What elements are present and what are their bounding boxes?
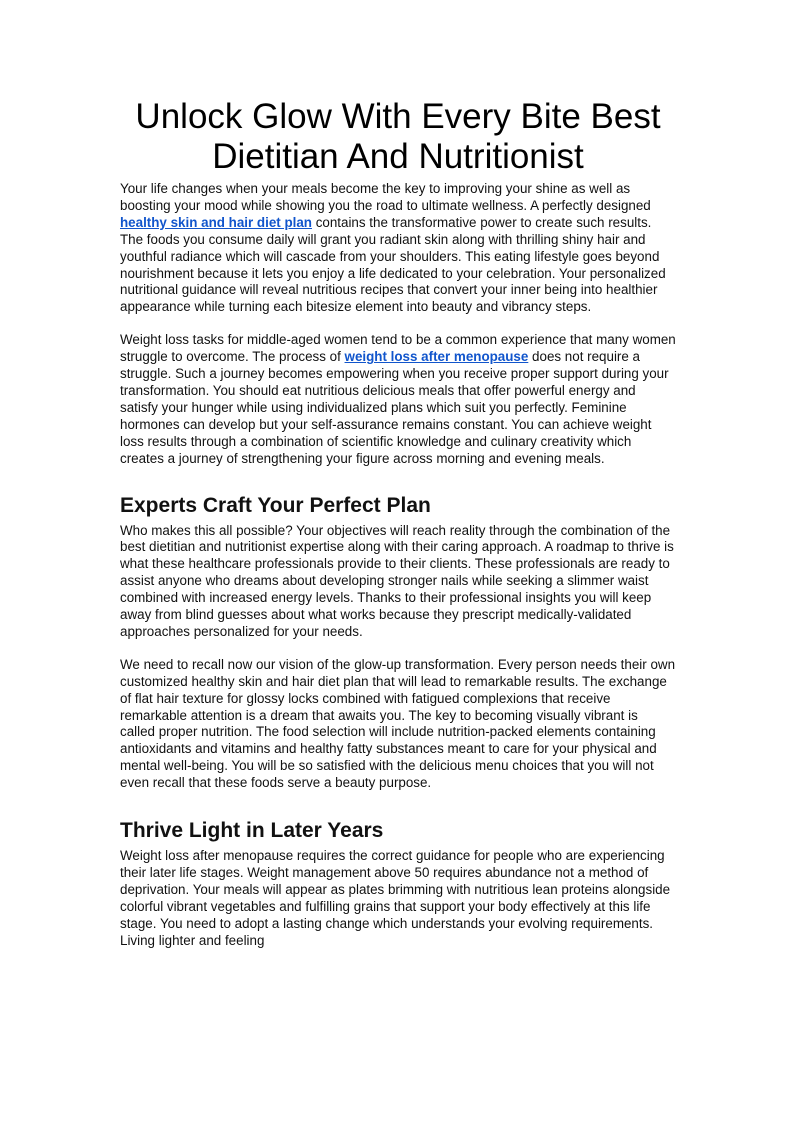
- skin-hair-diet-plan-link[interactable]: healthy skin and hair diet plan: [120, 214, 312, 230]
- experts-paragraph: Who makes this all possible? Your objectives will reach reality through the combination of the best dietitian and nutritionist expertise along with their caring approach. A roadmap to thrive is what these healthcare professionals provide to their clients. These professionals are ready to assist anyone who dreams about developing stronger nails while seeking a slimmer waist combined with increased energy levels. Thanks to their professional insights you will keep away from blind guesses about what works because they prescript medically-validated approaches personalized for your needs.: [120, 522, 674, 639]
- glow-up-paragraph: We need to recall now our vision of the glow-up transformation. Every person needs their own customized healthy skin and hair diet plan that will lead to remarkable results. The exchange of flat hair texture for glossy locks combined with fatigued complexions that receive remarkable attention is a dream that awaits you. The key to becoming visually vibrant is called proper nutrition. The food selection will include nutrition-packed elements containing antioxidants and vitamins and healthy fatty substances meant to care for your physical and mental well-being. You will be so satisfied with the delicious menu choices that you will not even recall that these foods serve a beauty purpose.: [120, 656, 676, 791]
- document-page: [120, 0, 676, 950]
- experts-heading: Experts Craft Your Perfect Plan: [120, 493, 431, 517]
- title-line-1: Unlock Glow With Every Bite Best: [135, 97, 661, 136]
- menopause-text-end: does not require a struggle. Such a journey becomes empowering when you receive proper support during your transformation. You should eat nutritious delicious meals that offer powerful energy and satisfy your hunger while using individualized plans which suit you perfectly. Feminine hormones can develop but your self-assurance remains constant. You can achieve weight loss results through a combination of scientific knowledge and culinary creativity which creates a journey of strengthening your figure across morning and evening meals.: [120, 349, 669, 466]
- intro-text-end: contains the transformative power to create such results. The foods you consume daily will grant you radiant skin along with thrilling shiny hair and youthful radiance which will cascade from your shoulders. This eating lifestyle goes beyond nourishment because it lets you enjoy a life dedicated to your celebration. Your personalized nutritional guidance will reveal nutritious recipes that convert your inner being into healthier appearance while turning each bitesize element into beauty and vibrancy steps.: [120, 214, 666, 315]
- intro-paragraph: [120, 181, 676, 316]
- page-title: [120, 97, 676, 177]
- intro-text-start: Your life changes when your meals become the key to improving your shine as well as boosting your mood while showing you the road to ultimate wellness. A perfectly designed: [120, 181, 651, 213]
- menopause-paragraph: [120, 332, 676, 467]
- title-line-2: Dietitian And Nutritionist: [212, 137, 584, 176]
- thrive-heading: Thrive Light in Later Years: [120, 819, 384, 843]
- later-years-paragraph: Weight loss after menopause requires the correct guidance for people who are experiencing their later life stages. Weight management above 50 requires abundance not a method of deprivation. Your meals will appear as plates brimming with nutritious lean proteins alongside colorful vibrant vegetables and fulfilling grains that support your body effectively at this life stage. You need to adopt a lasting change which understands your evolving requirements. Living lighter and feeling: [120, 848, 671, 948]
- menopause-text-start: Weight loss tasks for middle-aged women tend to be a common experience that many women struggle to overcome. The process of: [120, 332, 676, 365]
- weight-loss-menopause-link[interactable]: weight loss after menopause: [344, 349, 529, 365]
